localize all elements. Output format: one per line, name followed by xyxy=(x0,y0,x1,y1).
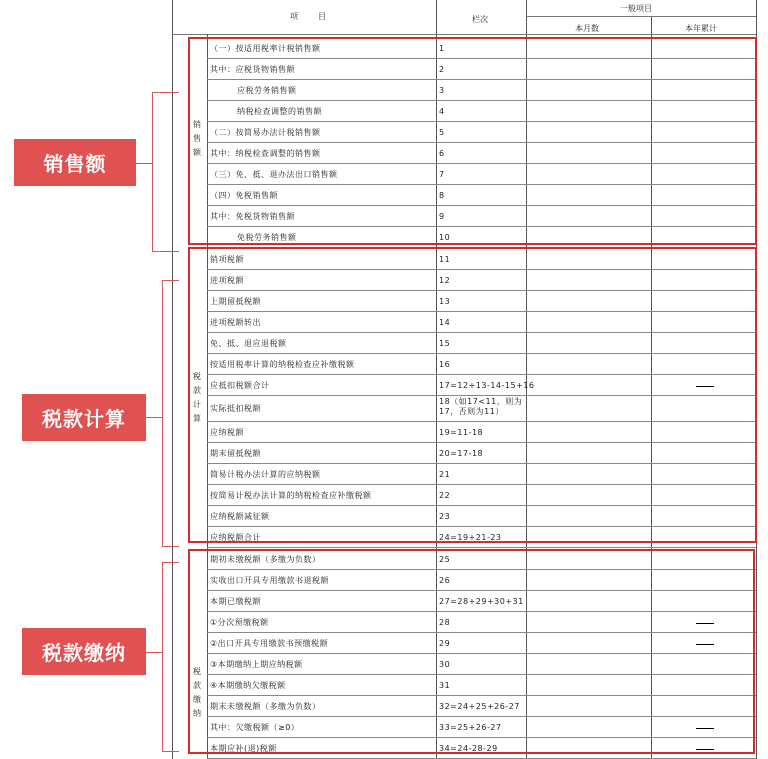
section-label-tax-calc: 税款计算 xyxy=(193,372,201,423)
row-item-label: 纳税检查调整的销售额 xyxy=(237,106,322,116)
row-item-label: 本期应补(退)税额 xyxy=(210,743,277,753)
row-column-number: 30 xyxy=(439,659,451,669)
row-item-label: ②出口开具专用缴款书预缴税额 xyxy=(210,638,329,648)
row-column-number: 32=24+25+26-27 xyxy=(439,701,520,711)
row-column-number: 23 xyxy=(439,511,451,521)
row-column-number: 21 xyxy=(439,469,451,479)
sales-bracket xyxy=(152,92,179,252)
row-column-number: 4 xyxy=(439,106,445,116)
row-column-number: 11 xyxy=(439,254,451,264)
header-general: 一般项目 xyxy=(620,4,652,13)
row-item-label: 实收出口开具专用缴款书退税额 xyxy=(210,575,329,585)
row-item-label: 其中：纳税检查调整的销售额 xyxy=(210,148,321,158)
row-column-number: 33=25+26-27 xyxy=(439,722,502,732)
row-item-label: 进项税额转出 xyxy=(210,317,261,327)
tax-calc-tag: 税款计算 xyxy=(22,394,146,441)
sales-tag: 销售额 xyxy=(14,139,136,186)
row-item-label: 按简易计税办法计算的纳税检查应补缴税额 xyxy=(210,490,372,500)
row-column-number: 19=11-18 xyxy=(439,427,484,437)
row-column-number: 6 xyxy=(439,148,445,158)
header-item: 项 目 xyxy=(290,12,332,21)
row-column-number: 15 xyxy=(439,338,451,348)
header-this-month: 本月数 xyxy=(575,24,599,33)
tax-pay-bracket xyxy=(162,562,179,752)
row-item-label: ④本期缴纳欠缴税额 xyxy=(210,680,286,690)
row-item-label: 简易计税办法计算的应纳税额 xyxy=(210,469,321,479)
row-item-label: 应纳税额减征额 xyxy=(210,511,270,521)
row-item-label: 应税劳务销售额 xyxy=(237,85,297,95)
row-item-label: 期末未缴税额（多缴为负数） xyxy=(210,701,321,711)
row-column-number: 8 xyxy=(439,190,445,200)
row-column-number: 24=19+21-23 xyxy=(439,532,502,542)
tax-pay-tag: 税款缴纳 xyxy=(22,628,146,675)
row-column-number: 31 xyxy=(439,680,451,690)
row-column-number: 1 xyxy=(439,43,445,53)
row-column-number: 12 xyxy=(439,275,451,285)
row-item-label: 应纳税额合计 xyxy=(210,532,261,542)
row-item-label: 实际抵扣税额 xyxy=(210,404,261,413)
row-column-number: 2 xyxy=(439,64,445,74)
row-item-label: 免、抵、退应退税额 xyxy=(210,338,287,348)
row-column-number: 28 xyxy=(439,617,451,627)
row-item-label: 其中：应税货物销售额 xyxy=(210,64,295,74)
row-column-number: 25 xyxy=(439,554,451,564)
row-column-number: 34=24-28-29 xyxy=(439,743,498,753)
row-item-label: 其中：欠缴税额（≥0） xyxy=(210,722,300,732)
sales-highlight-box xyxy=(188,37,757,245)
tax-calc-highlight-box xyxy=(188,247,757,543)
row-item-label: （四）免税销售额 xyxy=(210,190,278,200)
row-column-number: 26 xyxy=(439,575,451,585)
row-item-label: 销项税额 xyxy=(210,254,244,264)
section-label-tax-pay: 税款缴纳 xyxy=(193,667,201,718)
row-item-label: 应纳税额 xyxy=(210,427,244,437)
row-column-number: 3 xyxy=(439,85,445,95)
row-column-number: 29 xyxy=(439,638,451,648)
header-year-total: 本年累计 xyxy=(685,24,717,33)
row-column-number: 10 xyxy=(439,232,451,242)
row-column-number: 5 xyxy=(439,127,445,137)
row-item-label: 上期留抵税额 xyxy=(210,296,261,306)
tax-pay-highlight-box xyxy=(188,549,755,754)
row-column-number: 27=28+29+30+31 xyxy=(439,596,524,606)
row-column-number: 13 xyxy=(439,296,451,306)
row-item-label: （一）按适用税率计税销售额 xyxy=(210,43,321,53)
row-item-label: 期末留抵税额 xyxy=(210,448,261,458)
row-column-number: 9 xyxy=(439,211,445,221)
row-column-number: 7 xyxy=(439,169,445,179)
row-item-label: 免税劳务销售额 xyxy=(237,232,297,242)
row-column-number: 16 xyxy=(439,359,451,369)
section-label-sales: 销售额 xyxy=(193,120,201,157)
row-item-label: 按适用税率计算的纳税检查应补缴税额 xyxy=(210,359,355,369)
row-item-label: 其中：免税货物销售额 xyxy=(210,211,295,221)
row-item-label: （二）按简易办法计税销售额 xyxy=(210,127,321,137)
row-item-label: （三）免、抵、退办法出口销售额 xyxy=(210,169,338,179)
row-column-number: 20=17-18 xyxy=(439,448,484,458)
row-item-label: ③本期缴纳上期应纳税额 xyxy=(210,659,303,669)
row-item-label: 本期已缴税额 xyxy=(210,596,261,606)
row-column-number: 14 xyxy=(439,317,451,327)
row-item-label: 进项税额 xyxy=(210,275,244,285)
row-item-label: 期初未缴税额（多缴为负数） xyxy=(210,554,321,564)
row-column-number: 18（如17<11，则为17，否则为11） xyxy=(439,397,523,416)
row-item-label: ①分次预缴税额 xyxy=(210,617,269,627)
row-column-number: 17=12+13-14-15+16 xyxy=(439,380,535,390)
row-column-number: 22 xyxy=(439,490,451,500)
header-column: 栏次 xyxy=(472,15,488,24)
tax-calc-bracket xyxy=(162,280,179,547)
row-item-label: 应抵扣税额合计 xyxy=(210,380,270,390)
